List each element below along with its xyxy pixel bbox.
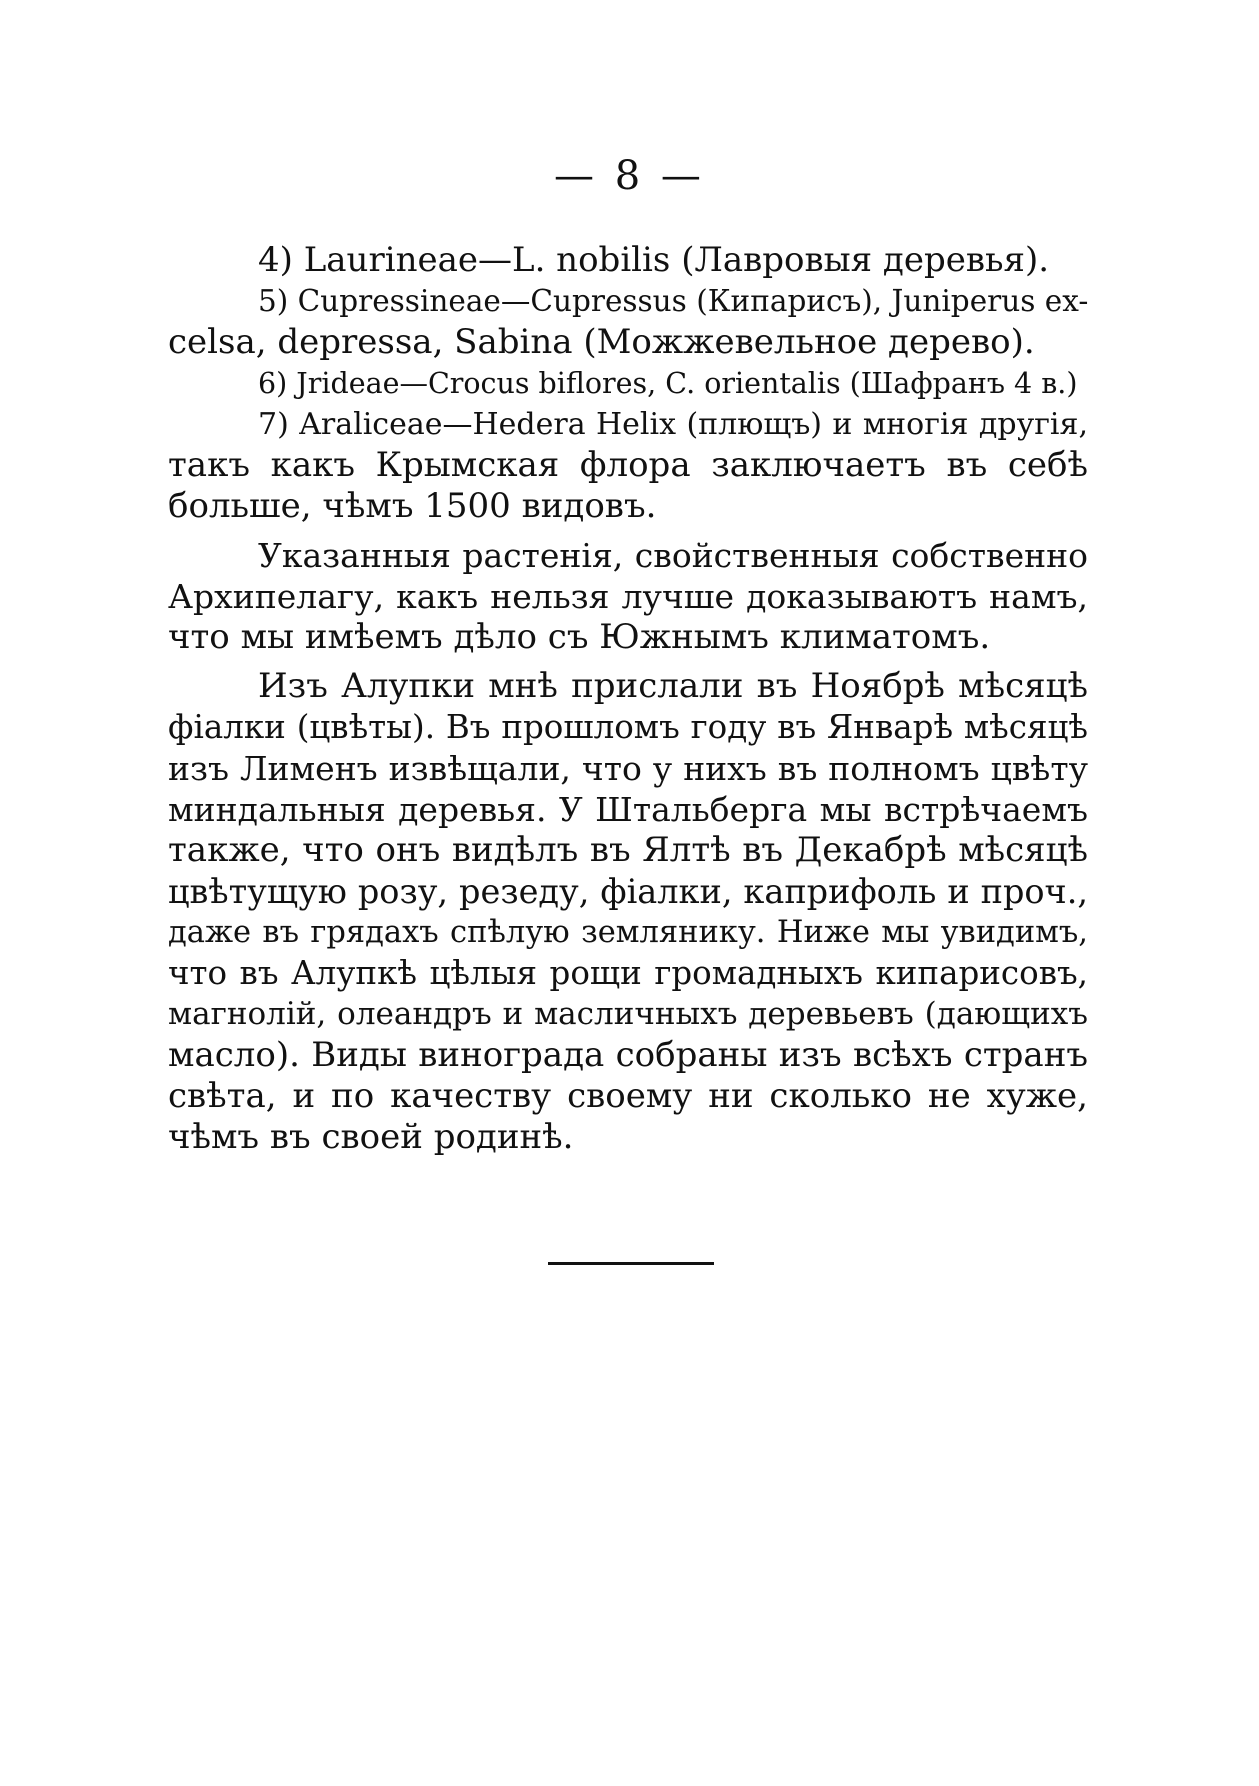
page-body [168, 240, 1088, 1158]
text-line: такъ какъ Крымская флора заключаетъ въ себѣ [168, 445, 1088, 485]
text-line: celsa, depressa, Sabina (Можжевельное дерево). [168, 322, 1035, 362]
text-line: миндальныя деревья. У Штальберга мы встрѣчаемъ [168, 790, 1088, 829]
text-line: также, что онъ видѣлъ въ Ялтѣ въ Декабрѣ мѣсяцѣ [168, 830, 1088, 870]
text-line: 6) Jrideae—Crocus biflores, C. orientalis (Шафранъ 4 в.) [258, 367, 1078, 400]
text-line: 4) Laurineae—L. nobilis (Лавровыя деревья). [258, 240, 1050, 280]
text-line: 7) Araliceae—Hedera Helix (плющъ) и многія другія, [258, 407, 1088, 442]
paragraph-archipelago [168, 535, 1088, 658]
paragraph-item-6 [168, 363, 1088, 404]
text-line: магнолій, олеандръ и масличныхъ деревьевъ (дающихъ [168, 996, 1088, 1032]
page-number: — 8 — [554, 153, 705, 199]
paragraph-item-4 [168, 240, 1088, 281]
text-line: фіалки (цвѣты). Въ прошломъ году въ Январѣ мѣсяцѣ [168, 708, 1088, 746]
text-line: чѣмъ въ своей родинѣ. [168, 1117, 574, 1157]
text-line: больше, чѣмъ 1500 видовъ. [168, 486, 657, 526]
paragraph-item-5 [168, 281, 1088, 363]
section-divider [548, 1262, 714, 1265]
text-line: Изъ Алупки мнѣ прислали въ Ноябрѣ мѣсяцѣ [258, 666, 1088, 706]
text-line: масло). Виды винограда собраны изъ всѣхъ странъ [168, 1035, 1088, 1075]
paragraph-item-7 [168, 404, 1088, 527]
text-line: что въ Алупкѣ цѣлыя рощи громадныхъ кипарисовъ, [168, 954, 1088, 992]
text-line: изъ Лименъ извѣщали, что у нихъ въ полномъ цвѣту [168, 749, 1088, 788]
text-line: Указанныя растенія, свойственныя собственно [258, 536, 1088, 575]
text-line: цвѣтущую розу, резеду, фіалки, каприфоль и проч., [168, 872, 1088, 911]
text-line: свѣта, и по качеству своему ни сколько не хуже, [168, 1076, 1088, 1116]
paragraph-alupka [168, 666, 1088, 1158]
text-line: что мы имѣемъ дѣло съ Южнымъ климатомъ. [168, 617, 991, 657]
text-line: Архипелагу, какъ нельзя лучше доказываютъ намъ, [168, 577, 1088, 616]
text-line: 5) Cupressineae—Cupressus (Кипарисъ), Juniperus ex- [258, 284, 1089, 318]
text-line: даже въ грядахъ спѣлую землянику. Ниже мы увидимъ, [168, 915, 1088, 950]
